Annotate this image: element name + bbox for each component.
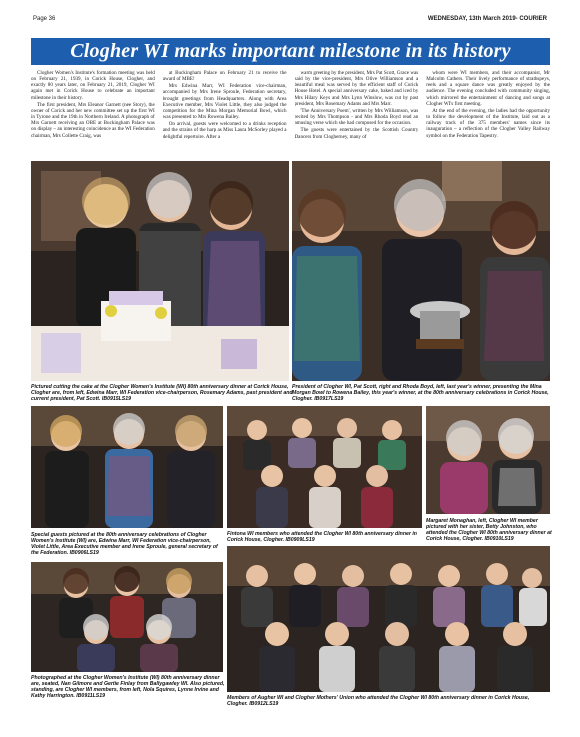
article-column-3 <box>295 70 419 158</box>
caption-cake-cutting: Pictured cutting the cake at the Clogher Women's Institute (WI) 80th anniversary dinner at Corick House, Clogher are, from left, Edwina Marr, WI Federation vice-chairperson, Rosemary Adams, past president and current president, Pat Scott. IB0915LS19 <box>31 384 293 403</box>
article-paragraph: The guests were entertained by the Scottish Country Dancers from Clogherney, many of <box>294 127 419 140</box>
photo-seated-group <box>31 562 223 672</box>
article-column-2 <box>163 70 287 158</box>
article-paragraph: At the end of the evening, the ladies had the opportunity to follow the development of the Institute, laid out as a railway track of the 375 members' names since its inauguration – a reflection of the Clogher Valley Railway symbol on the Federation Tapestry. <box>426 107 550 139</box>
caption-augher-members: Members of Augher WI and Clogher Mothers' Union who attended the Clogher WI 80th anniversary dinner in Corick House, Clogher. IB0912LS19 <box>227 695 530 708</box>
caption-bowl-presentation: President of Clogher WI, Pat Scott, right and Rhoda Boyd, left, last year's winner, presenting the Mina Morgan Bowl to Rowena Bailey, this year's winner, at the 80th anniversary celebrations in Corick House, Clogher. IB0917LS19 <box>292 384 549 403</box>
article-paragraph: On arrival, guests were welcomed to a drinks reception and the strains of the harp as Miss Laura McSorley played a delightful repertoire. After a <box>162 121 287 140</box>
photo-cake-cutting <box>31 161 289 381</box>
article-column-4 <box>426 70 550 158</box>
headline-banner <box>31 38 550 65</box>
caption-special-guests: Special guests pictured at the 80th anniversary celebrations of Clogher Women's Institute (WI) are, Edwina Marr, WI Federation vice-chairperson, Violet Little, Area Executive member and Irene Sproule, general secretary of the Federation. IB0906LS19 <box>31 532 218 557</box>
photo-fintona-members <box>227 406 422 528</box>
photo-augher-members <box>227 546 550 692</box>
caption-monaghan-sisters: Margaret Monaghan, left, Clogher WI member pictured with her sister, Betty Johnston, who attended the Clogher WI 80th anniversary dinner at Corick House, Clogher. IB0910LS19 <box>426 518 552 543</box>
photo-monaghan-sisters <box>426 406 550 514</box>
headline: Clogher WI marks important milestone in its history <box>70 40 511 62</box>
article-paragraph: Clogher Women's Institute's formation meeting was held on February 21, 1939, in Corick House, Clogher, and exactly 80 years later, on February 21, 2019, Clogher WI again met in Corick House to celebrate an important milestone in their history. <box>31 70 155 101</box>
photo-bowl-presentation <box>292 161 550 381</box>
caption-fintona-members: Fintona WI members who attended the Clogher WI 80th anniversary dinner in Corick House, Clogher. IB0909LS19 <box>227 531 417 544</box>
article-paragraph: warm greeting by the president, Mrs Pat Scott, Grace was said by the vice-president, Mrs Olive Williamson and a beautiful meal was served by the efficient staff of Corick House Hotel. A special anniversary cake, baked and iced by Mrs Hilary Keys and Mrs Lynn Winslow, was cut by past president, Mrs Rosemary Adams and Mrs Marr. <box>294 70 419 107</box>
caption-seated-group: Photographed at the Clogher Women's Institute (WI) 80th anniversary dinner are, seated, Nan Gilmore and Gertie Finlay from Ballygawley WI. Also pictured, standing, are Clogher WI members, from left, Nola Squires, Lynne Irvine and Kathy Harrington. IB0911LS19 <box>31 675 225 700</box>
article-column-1 <box>31 70 155 158</box>
article-paragraph: Mrs Edwina Marr, WI Federation vice-chairman, accompanied by Mrs Irene Sproule, Federation secretary, brought greetings from Headquarters. Along with Area Executive member, Mrs Violet Little, they also judged the competition for the Mina Morgan Memorial Bowl, which was presented to Mrs Rowena Bailey. <box>162 83 287 121</box>
article-paragraph: at Buckingham Palace on February 21 to receive the award of MBE! <box>162 70 287 83</box>
photo-special-guests <box>31 406 223 528</box>
page-number: Page 36 <box>33 16 56 22</box>
article-paragraph: The first president, Mrs Eleanor Garnett (nee Story), the owner of Corick and her new committee set up the first WI in Tyrone and the 19th in Northern Ireland. A photograph of Mrs Garnett receiving an OBE at Buckingham Palace was on display – an interesting coincidence as the WI Federation chairman, Mrs Collette Craig, was <box>31 101 155 139</box>
article-paragraph: 'The Anniversary Poem', written by Mrs Williamson, was recited by Mrs Thompson - and Mrs Rhoda Boyd read an amusing verse which she had composed for the occasion. <box>294 107 419 127</box>
article-paragraph: whom were WI members, and their accompanist, Mr Malcolm Cathers. Their lively performance of strathspeys, reels and a square dance was greatly enjoyed by the audience. The evening concluded with community singing, which mirrored the entertainment of dancing and songs at Clogher WI's first meeting. <box>426 70 550 107</box>
date-line: WEDNESDAY, 13th March 2019- COURIER <box>427 16 547 22</box>
article-body <box>31 70 550 158</box>
